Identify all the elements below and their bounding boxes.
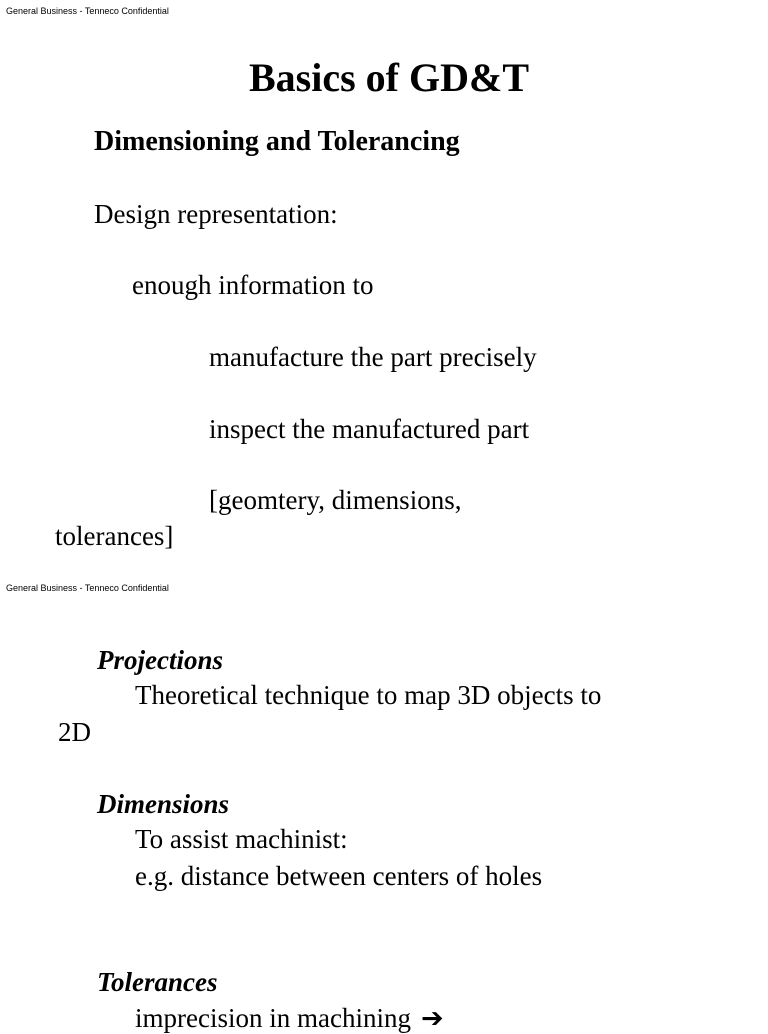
confidential-label: General Business - Tenneco Confidential: [6, 583, 169, 593]
manufacture-text: manufacture the part precisely: [209, 342, 537, 372]
projections-text-line2: 2D: [58, 717, 91, 747]
confidential-label: General Business - Tenneco Confidential: [6, 6, 169, 16]
design-representation-text: Design representation:: [94, 199, 338, 229]
right-arrow-icon: ➔: [420, 1003, 444, 1034]
dimensions-text-line2: e.g. distance between centers of holes: [135, 861, 543, 891]
page-title: Basics of GD&T: [249, 55, 529, 100]
section-heading: Dimensioning and Tolerancing: [94, 126, 460, 157]
dimensions-heading: Dimensions: [97, 789, 230, 819]
geometry-text-line2: tolerances]: [55, 521, 174, 551]
projections-text-line1: Theoretical technique to map 3D objects to: [135, 680, 602, 710]
tolerances-text: imprecision in machining: [135, 1003, 411, 1033]
tolerances-text-line1: [135, 1005, 444, 1032]
geometry-text-line1: [geomtery, dimensions,: [209, 485, 462, 515]
dimensions-text-line1: To assist machinist:: [135, 824, 348, 854]
projections-heading: Projections: [97, 645, 223, 675]
enough-information-text: enough information to: [132, 270, 374, 300]
tolerances-heading: Tolerances: [97, 967, 218, 997]
inspect-text: inspect the manufactured part: [209, 414, 530, 444]
